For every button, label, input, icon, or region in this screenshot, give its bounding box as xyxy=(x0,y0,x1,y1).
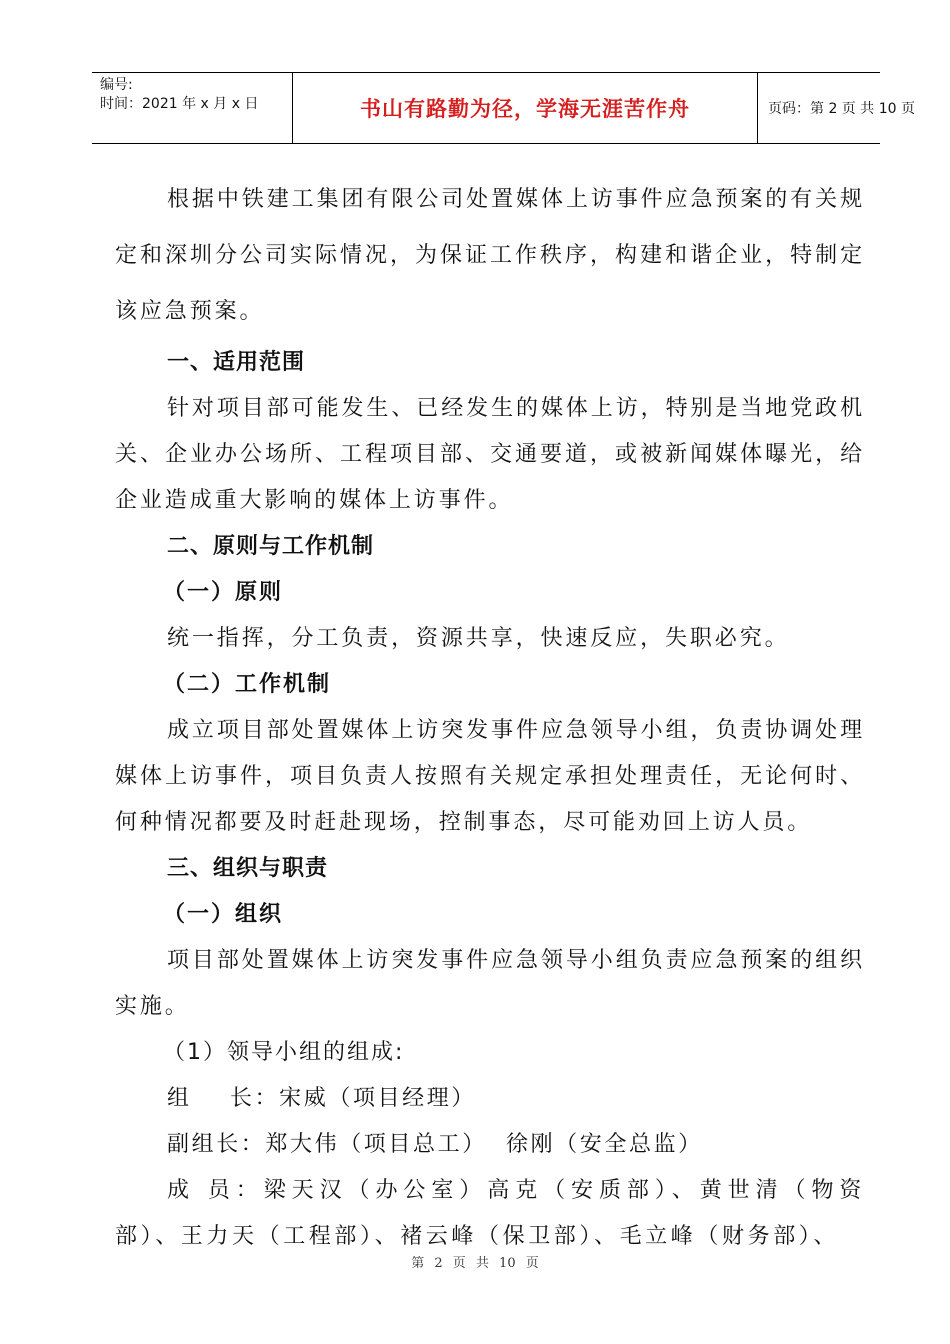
deputy-leader-line: 副组长：郑大伟（项目总工） 徐刚（安全总监） xyxy=(167,1132,703,1157)
section-heading-organization: 三、组织与职责 xyxy=(167,856,329,881)
scope-paragraph: 针对项目部可能发生、已经发生的媒体上访，特别是当地党政机关、企业办公场所、工程项目部、交通要道，或被新闻媒体曝光，给企业造成重大影响的媒体上访事件。 xyxy=(115,396,865,513)
header-meta xyxy=(92,73,292,143)
page-header xyxy=(92,72,915,144)
section-heading-scope: 一、适用范围 xyxy=(167,350,306,375)
principle-paragraph: 统一指挥，分工负责，资源共享，快速反应，失职必究。 xyxy=(167,626,790,651)
leadership-group-heading: （1）领导小组的组成: xyxy=(163,1040,405,1065)
section-heading-principles: 二、原则与工作机制 xyxy=(167,534,375,559)
subsection-heading-principle: （一）原则 xyxy=(163,580,284,605)
group-leader-line: 组 长：宋威（项目经理） xyxy=(167,1086,476,1111)
organization-paragraph: 项目部处置媒体上访突发事件应急领导小组负责应急预案的组织实施。 xyxy=(115,948,865,1019)
document-time-label: 时间：2021 年 x 月 x 日 xyxy=(100,96,259,112)
document-number-label: 编号: xyxy=(100,77,133,93)
header-motto: 书山有路勤为径，学海无涯苦作舟 xyxy=(292,73,758,143)
members-line: 成 员：梁天汉（办公室）高克（安质部）、黄世清（物资部）、王力天（工程部）、褚云峰（保卫部）、毛立峰（财务部）、 xyxy=(115,1178,865,1249)
document-body xyxy=(115,172,865,1260)
header-page-info: 页码：第 2 页 共 10 页 xyxy=(768,101,915,117)
mechanism-paragraph: 成立项目部处置媒体上访突发事件应急领导小组，负责协调处理媒体上访事件，项目负责人按照有关规定承担处理责任，无论何时、何种情况都要及时赶赴现场，控制事态，尽可能劝回上访人员。 xyxy=(115,718,865,835)
page-footer: 第 2 页 共 10 页 xyxy=(411,1256,539,1271)
intro-paragraph: 根据中铁建工集团有限公司处置媒体上访事件应急预案的有关规定和深圳分公司实际情况，为保证工作秩序，构建和谐企业，特制定该应急预案。 xyxy=(115,187,865,324)
subsection-heading-organization: （一）组织 xyxy=(163,902,284,927)
subsection-heading-mechanism: （二）工作机制 xyxy=(163,672,332,697)
